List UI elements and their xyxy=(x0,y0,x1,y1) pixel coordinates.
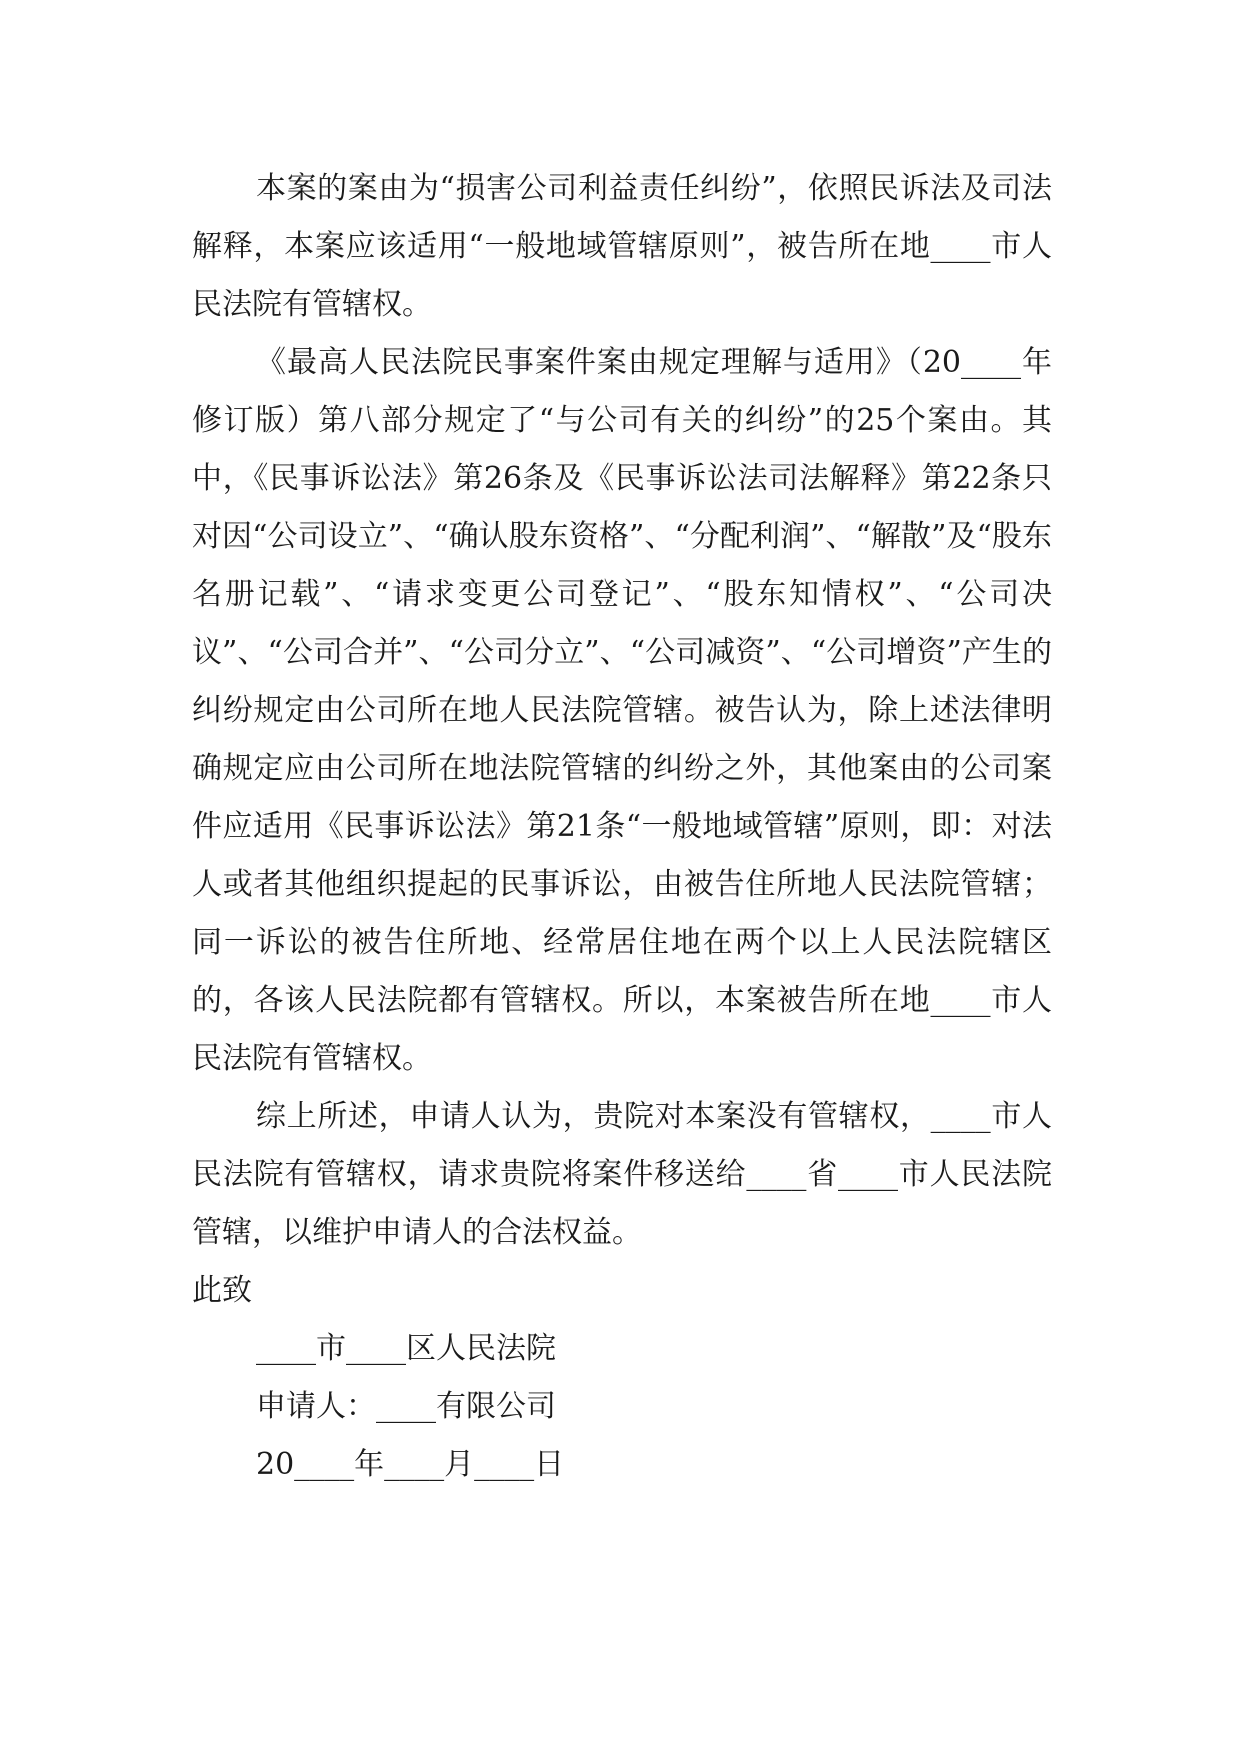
salutation: 此致 xyxy=(192,1273,252,1308)
paragraph-conclusion: 综上所述，申请人认为，贵院对本案没有管辖权，____市人民法院有管辖权，请求贵院将案件移送给____省____市人民法院管辖，以维护申请人的合法权益。 xyxy=(192,1099,1052,1250)
paragraph-legal-basis: 《最高人民法院民事案件案由规定理解与适用》（20____年修订版）第八部分规定了“与公司有关的纠纷”的25个案由。其中，《民事诉讼法》第26条及《民事诉讼法司法解释》第22条只对因“公司设立”、“确认股东资格”、“分配利润”、“解散”及“股东名册记载”、“请求变更公司登记”、“股东知情权”、“公司决议”、“公司合并”、“公司分立”、“公司减资”、“公司增资”产生的纠纷规定由公司所在地人民法院管辖。被告认为，除上述法律明确规定应由公司所在地法院管辖的纠纷之外，其他案由的公司案件应适用《民事诉讼法》第21条“一般地域管辖”原则，即：对法人或者其他组织提起的民事诉讼，由被告住所地人民法院管辖；同一诉讼的被告住所地、经常居住地在两个以上人民法院辖区的，各该人民法院都有管辖权。所以，本案被告所在地____市人民法院有管辖权。 xyxy=(192,345,1052,1076)
paragraph-jurisdiction-principle: 本案的案由为“损害公司利益责任纠纷”，依照民诉法及司法解释，本案应该适用“一般地域管辖原则”，被告所在地____市人民法院有管辖权。 xyxy=(192,171,1052,322)
document-body xyxy=(192,160,1052,1494)
recipient-court: ____市____区人民法院 xyxy=(256,1331,556,1366)
document-date: 20____年____月____日 xyxy=(256,1447,565,1482)
applicant-signature: 申请人：____有限公司 xyxy=(256,1389,556,1424)
